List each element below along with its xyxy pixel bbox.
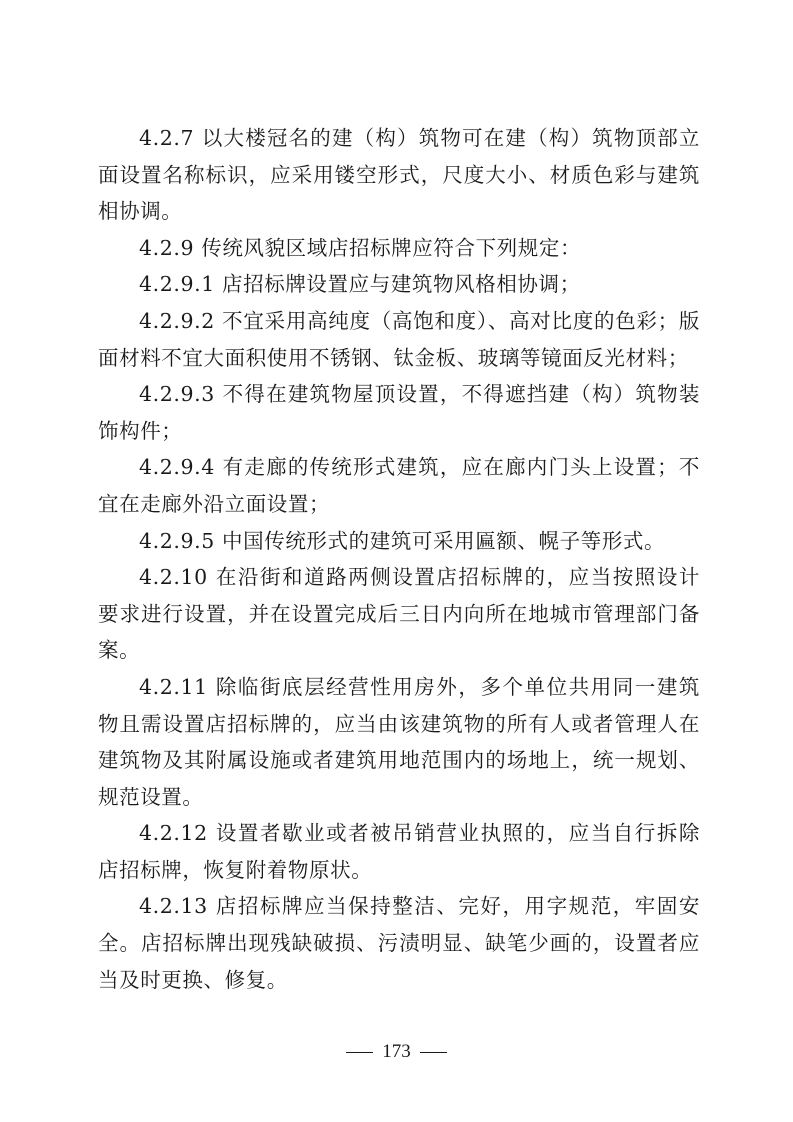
body-text: [98, 120, 700, 998]
clause-4-2-9-1: 4.2.9.1 店招标牌设置应与建筑物风格相协调；: [139, 272, 581, 297]
clause-4-2-9: 4.2.9 传统风貌区域店招标牌应符合下列规定：: [139, 235, 582, 260]
clause-4-2-10: 4.2.10 在沿街和道路两侧设置店招标牌的，应当按照设计要求进行设置，并在设置完成后三日内向所在地城市管理部门备案。: [98, 565, 700, 663]
clause-4-2-7: 4.2.7 以大楼冠名的建（构）筑物可在建（构）筑物顶部立面设置名称标识，应采用镂空形式，尺度大小、材质色彩与建筑相协调。: [98, 126, 700, 224]
footer-dash-right: [420, 1052, 447, 1053]
page-footer: [0, 1040, 793, 1064]
clause-4-2-9-4: 4.2.9.4 有走廊的传统形式建筑，应在廊内门头上设置；不宜在走廊外沿立面设置；: [98, 455, 700, 516]
page-number: 173: [382, 1041, 411, 1062]
clause-4-2-9-3: 4.2.9.3 不得在建筑物屋顶设置，不得遮挡建（构）筑物装饰构件；: [98, 382, 700, 443]
clause-4-2-11: 4.2.11 除临街底层经营性用房外，多个单位共用同一建筑物且需设置店招标牌的，应当由该建筑物的所有人或者管理人在建筑物及其附属设施或者建筑用地范围内的场地上，统一规划、规范设置。: [98, 674, 700, 809]
clause-4-2-12: 4.2.12 设置者歇业或者被吊销营业执照的，应当自行拆除店招标牌，恢复附着物原状。: [98, 821, 700, 882]
footer-dash-left: [346, 1052, 373, 1053]
clause-4-2-9-5: 4.2.9.5 中国传统形式的建筑可采用匾额、幌子等形式。: [139, 528, 666, 553]
clause-4-2-9-2: 4.2.9.2 不宜采用高纯度（高饱和度）、高对比度的色彩；版面材料不宜大面积使用不锈钢、钛金板、玻璃等镜面反光材料；: [98, 308, 700, 370]
clause-4-2-13: 4.2.13 店招标牌应当保持整洁、完好，用字规范，牢固安全。店招标牌出现残缺破损、污渍明显、缺笔少画的，设置者应当及时更换、修复。: [98, 894, 700, 992]
